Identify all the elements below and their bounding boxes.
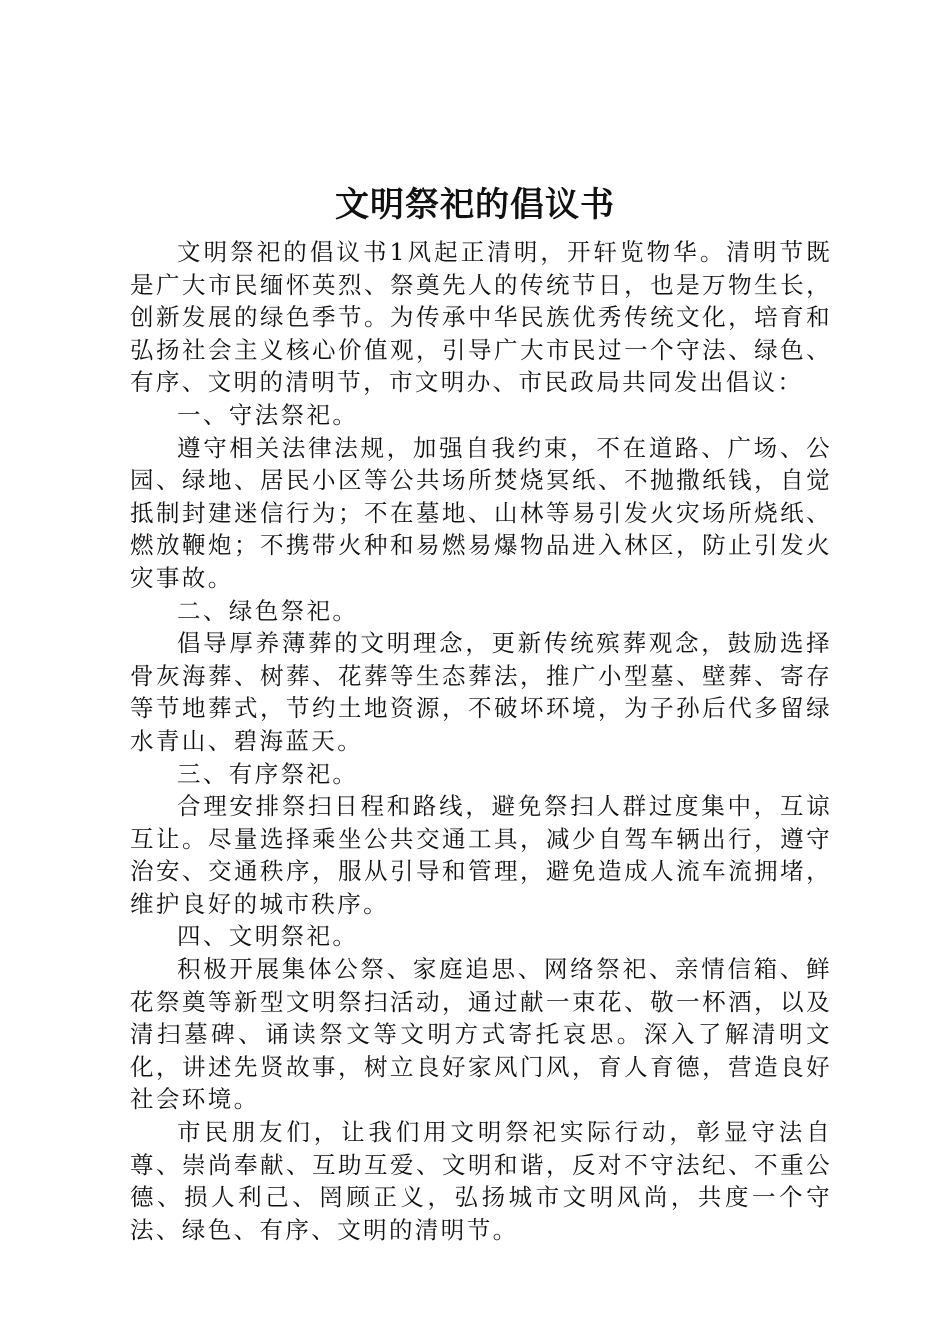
section-heading-civilized: 四、文明祭祀。	[177, 922, 359, 951]
section-heading-order: 三、有序祭祀。	[177, 759, 359, 788]
intro-paragraph: 文明祭祀的倡议书1风起正清明，开轩览物华。清明节既是广大市民缅怀英烈、祭奠先人的传统节日，也是万物生长，创新发展的绿色季节。为传承中华民族优秀传统文化，培育和弘扬社会主义核心价值观，引导广大市民过一个守法、绿色、有序、文明的清明节，市文明办、市民政局共同发出倡议：	[130, 238, 832, 397]
closing-paragraph: 市民朋友们，让我们用文明祭祀实际行动，彰显守法自尊、崇尚奉献、互助互爱、文明和谐，反对不守法纪、不重公德、损人利己、罔顾正义，弘扬城市文明风尚，共度一个守法、绿色、有序、文明的清明节。	[130, 1118, 832, 1244]
document-title: 文明祭祀的倡议书	[335, 185, 615, 225]
section-text-order: 合理安排祭扫日程和路线，避免祭扫人群过度集中，互谅互让。尽量选择乘坐公共交通工具，减少自驾车辆出行，遵守治安、交通秩序，服从引导和管理，避免造成人流车流拥堵，维护良好的城市秩序。	[130, 792, 832, 918]
section-text-green: 倡导厚养薄葬的文明理念，更新传统殡葬观念，鼓励选择骨灰海葬、树葬、花葬等生态葬法，推广小型墓、壁葬、寄存等节地葬式，节约土地资源，不破坏环境，为子孙后代多留绿水青山、碧海蓝天。	[130, 629, 832, 755]
section-text-law: 遵守相关法律法规，加强自我约束，不在道路、广场、公园、绿地、居民小区等公共场所焚烧冥纸、不抛撒纸钱，自觉抵制封建迷信行为；不在墓地、山林等易引发火灾场所烧纸、燃放鞭炮；不携带火种和易燃易爆物品进入林区，防止引发火灾事故。	[130, 433, 832, 592]
section-heading-green: 二、绿色祭祀。	[177, 596, 359, 625]
section-heading-law: 一、守法祭祀。	[177, 400, 359, 429]
document-body	[130, 236, 832, 1246]
section-text-civilized: 积极开展集体公祭、家庭追思、网络祭祀、亲情信箱、鲜花祭奠等新型文明祭扫活动，通过献一束花、敬一杯酒，以及清扫墓碑、诵读祭文等文明方式寄托哀思。深入了解清明文化，讲述先贤故事，树立良好家风门风，育人育德，营造良好社会环境。	[130, 955, 832, 1114]
